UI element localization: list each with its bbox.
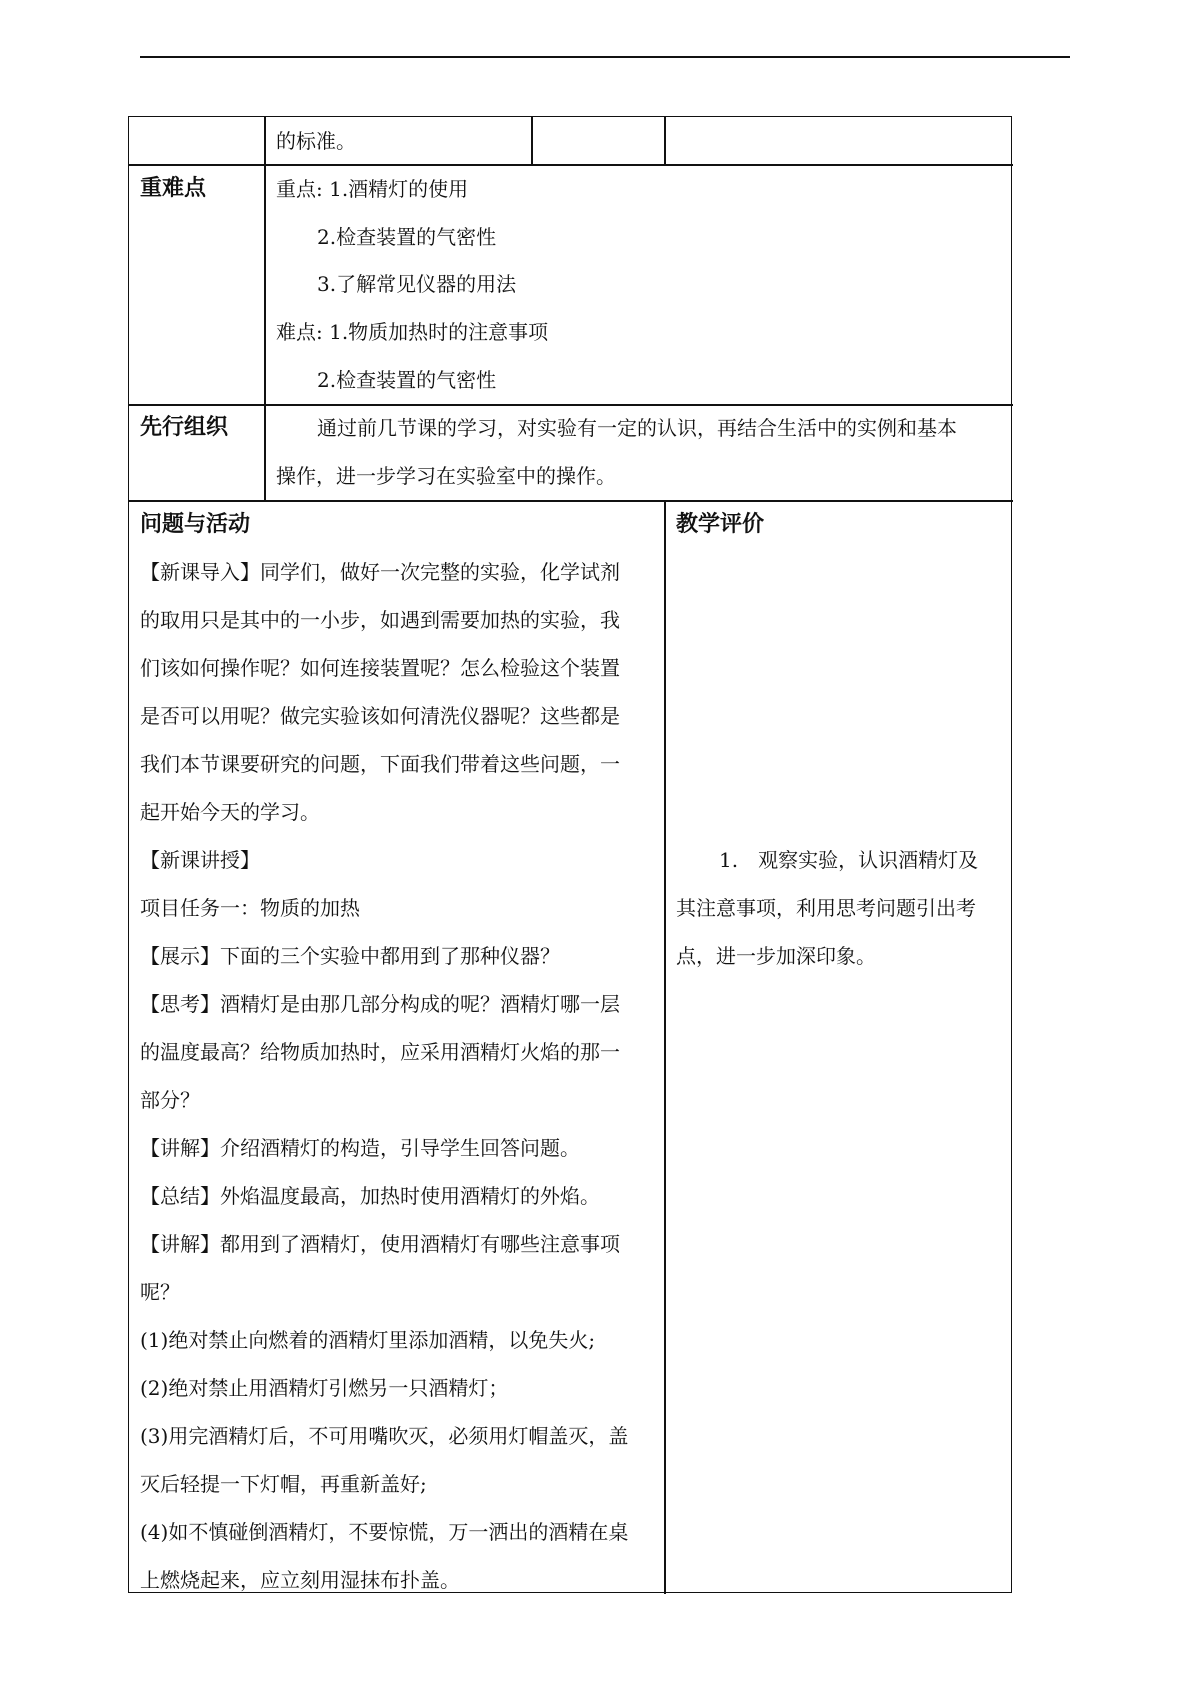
activity-line: 【新课讲授】	[140, 848, 260, 872]
activity-line: (1)绝对禁止向燃着的酒精灯里添加酒精，以免失火;	[140, 1328, 596, 1352]
activity-line: 【讲解】都用到了酒精灯，使用酒精灯有哪些注意事项	[140, 1232, 620, 1256]
row-divider-1	[129, 164, 1013, 166]
row-divider-3	[129, 500, 1013, 502]
activity-line: (3)用完酒精灯后，不可用嘴吹灭，必须用灯帽盖灭，盖	[140, 1424, 629, 1448]
activity-line: 【展示】下面的三个实验中都用到了那种仪器？	[140, 944, 560, 968]
evaluation-line: 点，进一步加深印象。	[676, 944, 876, 968]
activity-line: 部分？	[140, 1088, 200, 1112]
activity-line: 【总结】外焰温度最高，加热时使用酒精灯的外焰。	[140, 1184, 600, 1208]
advance-organizer-label: 先行组织	[140, 415, 229, 440]
activity-line: (2)绝对禁止用酒精灯引燃另一只酒精灯；	[140, 1376, 509, 1400]
col-divider-row1-a	[531, 117, 533, 165]
activity-line: 【讲解】介绍酒精灯的构造，引导学生回答问题。	[140, 1136, 580, 1160]
advance-organizer-line: 通过前几节课的学习，对实验有一定的认识，再结合生活中的实例和基本	[317, 416, 957, 440]
col-divider-label	[264, 117, 266, 501]
activities-label: 问题与活动	[140, 512, 251, 537]
activity-line: 【新课导入】同学们，做好一次完整的实验，化学试剂	[140, 560, 620, 584]
activity-line: 的温度最高？给物质加热时，应采用酒精灯火焰的那一	[140, 1040, 620, 1064]
row-divider-2	[129, 404, 1013, 406]
activity-line: 是否可以用呢？做完实验该如何清洗仪器呢？这些都是	[140, 704, 620, 728]
evaluation-line: 其注意事项，利用思考问题引出考	[676, 896, 976, 920]
lesson-plan-table	[128, 116, 1012, 1593]
key-point-line: 2.检查装置的气密性	[317, 368, 497, 392]
activity-line: (4)如不慎碰倒酒精灯，不要惊慌，万一洒出的酒精在桌	[140, 1520, 629, 1544]
activity-line: 我们本节课要研究的问题，下面我们带着这些问题，一	[140, 752, 620, 776]
evaluation-label: 教学评价	[676, 512, 765, 537]
key-point-line: 重点: 1.酒精灯的使用	[276, 177, 469, 201]
activity-line: 上燃烧起来，应立刻用湿抹布扑盖。	[140, 1568, 460, 1592]
activity-line: 【思考】酒精灯是由那几部分构成的呢？酒精灯哪一层	[140, 992, 620, 1016]
advance-organizer-line: 操作，进一步学习在实验室中的操作。	[276, 464, 616, 488]
key-point-line: 2.检查装置的气密性	[317, 225, 497, 249]
activity-line: 起开始今天的学习。	[140, 800, 320, 824]
activity-line: 的取用只是其中的一小步，如遇到需要加热的实验，我	[140, 608, 620, 632]
key-point-line: 难点: 1.物质加热时的注意事项	[276, 320, 549, 344]
evaluation-line: 1. 观察实验，认识酒精灯及	[719, 848, 979, 872]
key-point-line: 3.了解常见仪器的用法	[317, 272, 517, 296]
activity-line: 们该如何操作呢？如何连接装置呢？怎么检验这个装置	[140, 656, 620, 680]
col-divider-evaluation	[664, 117, 666, 165]
activity-line: 呢？	[140, 1280, 180, 1304]
activity-line: 项目任务一：物质的加热	[140, 896, 360, 920]
col-divider-evaluation-lower	[664, 501, 666, 1594]
header-rule	[140, 56, 1070, 58]
activity-line: 灭后轻提一下灯帽，再重新盖好;	[140, 1472, 427, 1496]
key-points-label: 重难点	[140, 176, 207, 201]
continued-text: 的标准。	[276, 129, 356, 153]
